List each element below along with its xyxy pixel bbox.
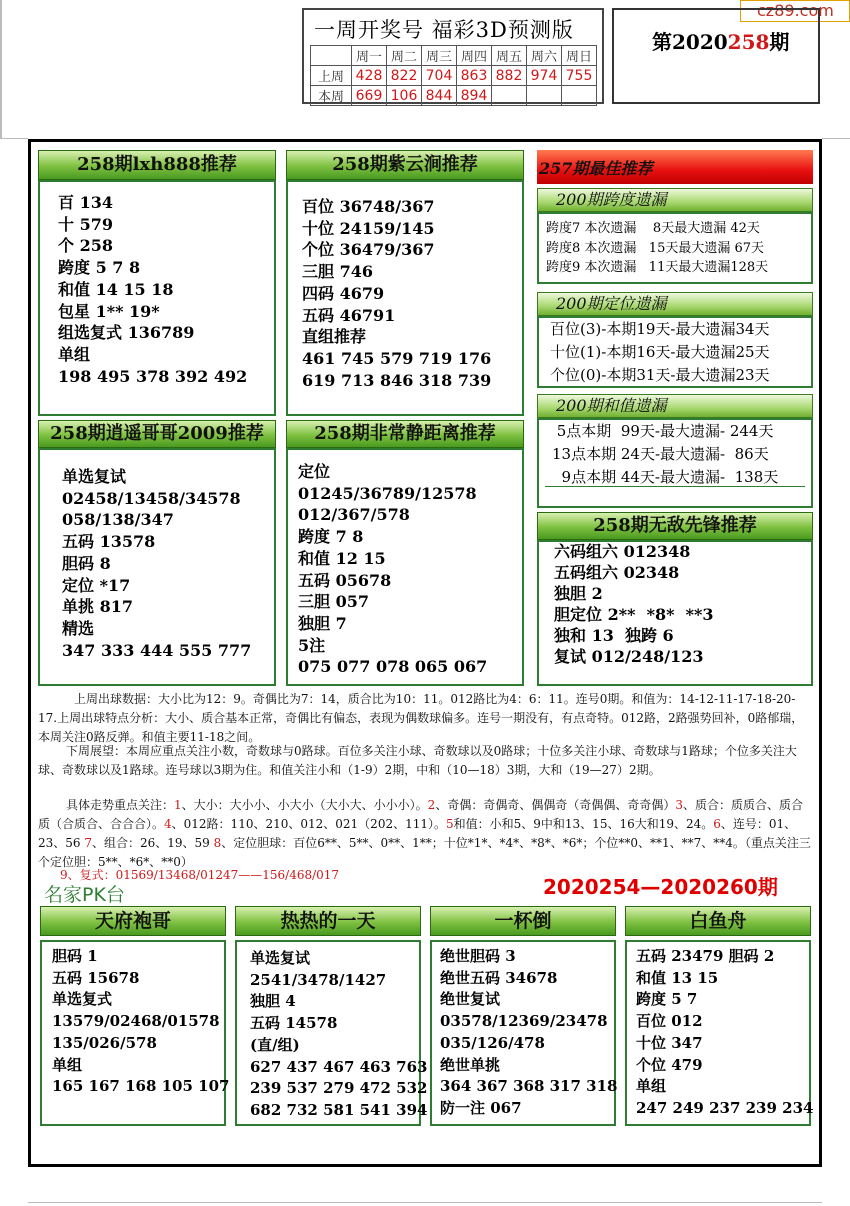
trend-text: 、连号：01、23、56: [38, 817, 797, 850]
analysis-compound: 9、复式：01569/13468/01247——156/468/017: [60, 868, 340, 882]
pick-line: 682 732 581 541 394: [250, 1100, 428, 1119]
trend-num: 6: [713, 817, 721, 831]
pick-line: 135/026/578: [52, 1033, 157, 1052]
period-range: 2020254—2020260期: [543, 875, 778, 899]
result-cell: 863: [457, 66, 492, 86]
pick-line: 单选复试: [250, 949, 311, 967]
period-prefix: 第2020: [652, 30, 728, 54]
pick-line: 012/367/578: [298, 505, 410, 525]
pick-line: 包星 1** 19*: [58, 301, 160, 321]
divider-line: [0, 138, 28, 139]
result-cell: 106: [387, 86, 422, 106]
pick-line: 绝世复试: [440, 990, 501, 1009]
position-gap-content: [550, 318, 770, 387]
pick-line: 03578/12369/23478: [440, 1012, 608, 1031]
divider-line: [28, 1202, 822, 1203]
result-cell: 669: [352, 86, 387, 106]
day-header: 周六: [527, 46, 562, 66]
gap-line: 百位(3)-本期19天-最大遗漏34天: [550, 320, 770, 338]
result-cell: 704: [422, 66, 457, 86]
trend-num: 2: [427, 798, 436, 812]
analysis-trends: [38, 796, 813, 872]
pk-card-content: [250, 948, 427, 1122]
pick-line: 个位 479: [636, 1055, 703, 1074]
result-cell: [527, 86, 562, 106]
pick-line: 247 249 237 239 234: [636, 1098, 814, 1117]
gap-line: 13点本期 24天-最大遗漏- 86天: [552, 445, 769, 463]
day-header: 周三: [422, 46, 457, 66]
pick-line: 三胆 057: [298, 592, 369, 612]
feichang-content: [298, 461, 487, 678]
pick-line: 058/138/347: [62, 510, 174, 530]
pick-line: 三胆 746: [302, 262, 373, 282]
period-number: [652, 26, 789, 55]
lxh888-title: 258期lxh888推荐: [38, 150, 276, 180]
pick-line: 五码 15678: [52, 968, 140, 987]
divider-line: [545, 486, 805, 487]
sum-gap-content: [552, 420, 778, 489]
trend-text: 、大小：大小小、小大小（大小大、小小小）。: [181, 798, 428, 812]
pick-line: 和值 13 15: [636, 968, 719, 987]
span-gap-content: [546, 219, 768, 278]
trend-num: 3: [675, 798, 683, 812]
pick-line: 五码 23479 胆码 2: [636, 947, 775, 965]
pick-line: 复试 012/248/123: [554, 647, 704, 666]
trend-intro: 具体走势重点关注：: [66, 798, 175, 812]
pick-line: 347 333 444 555 777: [62, 640, 252, 660]
pick-line: 619 713 846 318 739: [302, 370, 492, 390]
pick-line: 十位 347: [636, 1033, 703, 1052]
period-suffix: 期: [769, 30, 790, 54]
trend-text: 、组合：26、19、59: [92, 836, 214, 850]
table-row: [311, 66, 597, 86]
pick-line: 五码 05678: [298, 570, 392, 590]
pick-line: 精选: [62, 618, 95, 638]
pick-line: 01245/36789/12578: [298, 483, 477, 503]
gap-line: 跨度9 本次遗漏 11天最大遗漏128天: [546, 260, 769, 275]
page-title: 一周开奖号 福彩3D预测版: [314, 18, 574, 42]
gap-line: 跨度8 本次遗漏 15天最大遗漏 67天: [546, 240, 765, 256]
pk-card-title: 天府袍哥: [40, 906, 226, 936]
pick-line: 035/126/478: [440, 1033, 545, 1052]
wudi-content: [554, 541, 713, 667]
pick-line: 5注: [298, 635, 326, 655]
pick-line: 461 745 579 719 176: [302, 348, 492, 368]
pick-line: 02458/13458/34578: [62, 488, 241, 508]
pick-line: 239 537 279 472 532: [250, 1079, 428, 1098]
result-cell: [562, 86, 597, 106]
pick-line: 364 367 368 317 318: [440, 1077, 618, 1096]
pick-line: 防一注 067: [440, 1098, 522, 1117]
result-cell: 974: [527, 66, 562, 86]
pick-line: 六码组六 012348: [554, 542, 691, 561]
site-logo-text: cz89.com: [757, 1, 834, 20]
wudi-title: 258期无敌先锋推荐: [537, 512, 813, 540]
pick-line: 13579/02468/01578: [52, 1012, 220, 1031]
pick-line: 跨度 5 7: [636, 990, 698, 1009]
table-header-row: [311, 46, 597, 66]
result-cell: 882: [492, 66, 527, 86]
table-corner-cell: [311, 46, 352, 66]
pick-line: 五码 13578: [62, 532, 156, 552]
result-cell: 428: [352, 66, 387, 86]
pick-line: 直组推荐: [302, 327, 367, 347]
pick-line: 独胆 4: [250, 992, 296, 1011]
trend-text: 和值：小和5、9中和13、15、16大和19、24。: [453, 817, 714, 831]
pick-line: 独胆 2: [554, 584, 603, 603]
result-cell: 894: [457, 86, 492, 106]
gap-line: 9点本期 44天-最大遗漏- 138天: [552, 468, 779, 486]
pk-card-title: 热热的一天: [235, 906, 421, 936]
day-header: 周四: [457, 46, 492, 66]
period-issue: 258: [727, 30, 770, 54]
pick-line: 胆码 1: [52, 947, 98, 965]
pick-line: 个 258: [58, 236, 113, 256]
pick-line: 跨度 7 8: [298, 527, 364, 547]
pick-line: 单选复式: [52, 990, 113, 1009]
pick-line: 165 167 168 105 107: [52, 1077, 230, 1096]
pick-line: 五码 46791: [302, 305, 396, 325]
gap-line: 十位(1)-本期16天-最大遗漏25天: [550, 343, 770, 361]
pick-line: 四码 4679: [302, 283, 385, 303]
table-row: [311, 86, 597, 106]
trend-num: 4: [164, 817, 172, 831]
pick-line: 独和 13 独跨 6: [554, 626, 674, 645]
pick-line: 单组: [58, 344, 91, 364]
day-header: 周一: [352, 46, 387, 66]
lxh888-content: [58, 192, 247, 387]
pk-label: 名家PK台: [44, 884, 125, 906]
pick-line: 跨度 5 7 8: [58, 258, 141, 278]
pick-line: 2541/3478/1427: [250, 970, 387, 989]
pick-line: 十 579: [58, 214, 113, 234]
weekly-results-table: [310, 45, 597, 106]
pk-card-content: [440, 946, 617, 1120]
pick-line: 个位 36479/367: [302, 240, 435, 260]
ziyun-title: 258期紫云涧推荐: [286, 150, 524, 180]
pick-line: 五码组六 02348: [554, 563, 680, 582]
pick-line: 627 437 467 463 763: [250, 1057, 428, 1076]
pick-line: 五码 14578: [250, 1014, 338, 1033]
pick-line: 十位 24159/145: [302, 218, 435, 238]
pk-card-content: [52, 946, 229, 1098]
pick-line: 单组: [636, 1077, 667, 1096]
pick-line: 单选复试: [62, 467, 127, 486]
day-header: 周五: [492, 46, 527, 66]
trend-num: 8: [213, 836, 222, 850]
pick-line: 单组: [52, 1055, 83, 1074]
left-border-line: [0, 0, 2, 138]
trend-num: 7: [84, 836, 92, 850]
period-panel: [612, 8, 820, 104]
result-cell: [492, 86, 527, 106]
pick-line: 组选复式 136789: [58, 323, 195, 343]
row-label: 本周: [311, 86, 352, 106]
row-label: 上周: [311, 66, 352, 86]
ziyun-content: [302, 196, 491, 391]
result-cell: 755: [562, 66, 597, 86]
span-gap-title: 200期跨度遗漏: [537, 188, 813, 212]
gap-line: 个位(0)-本期31天-最大遗漏23天: [550, 366, 770, 384]
pick-line: 和值 14 15 18: [58, 279, 174, 299]
gap-line: 5点本期 99天-最大遗漏- 244天: [552, 422, 774, 440]
analysis-last-week: 上周出球数据：大小比为12：9。奇偶比为7：14，质合比为10：11。012路比为4：6：11。连号0期。和值为：14-12-11-17-18-20-17.上周出球特点分析：大小、质合基本正常，奇偶比有偏态，表现为偶数球偏多。连号一期没有，有点奇特。012路，2路强势回补，0路郁瑞，本周关注0路反弹。和值主要11-18之间。: [38, 692, 804, 744]
trend-text: 、012路：110、210、012、021（202、111）。: [171, 817, 446, 831]
xiaoyao-title: 258期逍遥哥哥2009推荐: [38, 420, 276, 448]
pick-line: 绝世单挑: [440, 1055, 501, 1074]
pick-line: 胆码 8: [62, 553, 111, 573]
pick-line: 绝世胆码 3: [440, 947, 516, 965]
pick-line: 单挑 817: [62, 597, 133, 617]
pick-line: 百位 012: [636, 1012, 703, 1031]
pick-line: 百 134: [58, 193, 113, 212]
pk-card-title: 一杯倒: [430, 906, 616, 936]
pick-line: 075 077 078 065 067: [298, 657, 488, 677]
feichang-title: 258期非常静距离推荐: [286, 420, 524, 448]
position-gap-title: 200期定位遗漏: [537, 292, 813, 316]
result-cell: 844: [422, 86, 457, 106]
pick-line: 独胆 7: [298, 613, 347, 633]
pick-line: 和值 12 15: [298, 548, 386, 568]
pick-line: 胆定位 2** *8* **3: [554, 605, 714, 624]
pick-line: 定位: [298, 462, 331, 481]
trend-text: 、奇偶：奇偶奇、偶偶奇（奇偶偶、奇奇偶）: [435, 798, 676, 812]
trend-text: 、定位胆球：百位6**、5**、0**、1**；十位*1*、*4*、*8*、*6*；个位**0、**1、**7、**4。（重点关注三个定位胆：5**、*6*、**0）: [38, 836, 811, 869]
pk-card-title: 白鱼舟: [625, 906, 811, 936]
xiaoyao-content: [62, 466, 251, 661]
sum-gap-title: 200期和值遗漏: [537, 394, 813, 418]
day-header: 周日: [562, 46, 597, 66]
divider-line: [822, 138, 850, 139]
trend-num: 1: [174, 798, 182, 812]
pick-line: (直/组): [250, 1035, 300, 1054]
pick-line: 定位 *17: [62, 575, 131, 595]
trend-num: 5: [446, 817, 454, 831]
pick-line: 绝世五码 34678: [440, 968, 558, 987]
result-cell: 822: [387, 66, 422, 86]
pick-line: 198 495 378 392 492: [58, 366, 248, 386]
analysis-outlook: 下周展望：本周应重点关注小数，奇数球与0路球。百位多关注小球、奇数球以及0路球；十位多关注小球、奇数球与1路球；个位多关注大球、奇数球以及1路球。连号球以3期为住。和值关注小和（1-9）2期，中和（10—18）3期，大和（19—27）2期。: [38, 744, 797, 777]
pick-line: 百位 36748/367: [302, 197, 435, 216]
best-picks-title: 257期最佳推荐: [537, 150, 813, 184]
gap-line: 跨度7 本次遗漏 8天最大遗漏 42天: [546, 221, 760, 236]
day-header: 周二: [387, 46, 422, 66]
trend-text: 、质合：质质合、质合质（合质合、合合合）。: [38, 798, 803, 831]
pk-card-content: [636, 946, 813, 1120]
